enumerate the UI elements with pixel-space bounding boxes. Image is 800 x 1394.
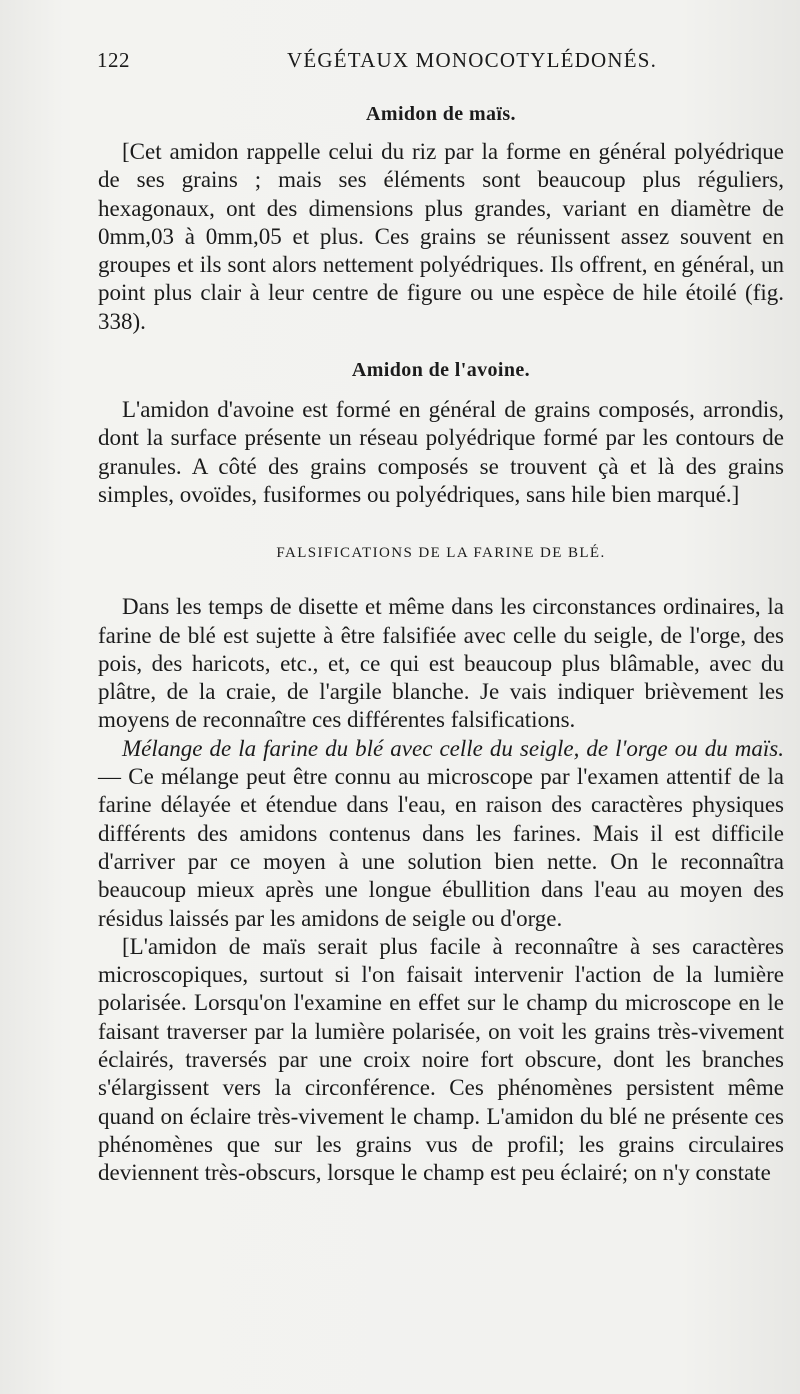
page-number: 122: [97, 48, 130, 72]
running-head: VÉGÉTAUX MONOCOTYLÉDONÉS.: [287, 48, 658, 72]
paragraph-mais-polarisation: [L'amidon de maïs serait plus facile à reconnaître à ses caractères microscopiques, surtout si l'on faisait intervenir l'action de la lumière polarisée. Lorsqu'on l'examine en effet sur le champ du microscope en le faisant traverser par la lumière polarisée, on voit les grains très-vivement éclairés, traversés par une croix noire fort obscure, dont les branches s'élargissent vers la circonférence. Ces phénomènes persistent même quand on éclaire très-vivement le champ. L'amidon du blé ne présente ces phénomènes que sur les grains vus de profil; les grains circulaires deviennent très-obscurs, lorsque le champ est peu éclairé; on n'y constate: [98, 933, 784, 1186]
page-body: [98, 100, 784, 1188]
page-header: [97, 48, 737, 76]
section-title-mais: Amidon de maïs.: [366, 103, 516, 125]
melange-body: — Ce mélange peut être connu au microscope par l'examen attentif de la farine délayée et étendue dans l'eau, en raison des caractères physiques différents des amidons contenus dans les farines. Mais il est difficile d'arriver par ce moyen à une solution bien nette. On le reconnaîtra beaucoup mieux après une longue ébullition dans l'eau au moyen des résidus laissés par les amidons de seigle ou d'orge.: [98, 764, 784, 931]
paragraph-melange: [98, 735, 784, 933]
paragraph-avoine: L'amidon d'avoine est formé en général de grains composés, arrondis, dont la surface présente un réseau polyédrique formé par les contours de granules. A côté des grains composés se trouvent çà et là des grains simples, ovoïdes, fusiformes ou polyédriques, sans hile bien marqué.]: [98, 397, 784, 507]
paragraph-falsifications-intro: Dans les temps de disette et même dans les circonstances ordinaires, la farine de blé est sujette à être falsifiée avec celle du seigle, de l'orge, des pois, des haricots, etc., et, ce qui est beaucoup plus blâmable, avec du plâtre, de la craie, de l'argile blanche. Je vais indiquer brièvement les moyens de reconnaître ces différentes falsifications.: [98, 594, 784, 733]
paragraph-mais: [Cet amidon rappelle celui du riz par la forme en général polyédrique de ses grains ; mais ses éléments sont beaucoup plus réguliers, hexagonaux, ont des dimensions plus grandes, variant en diamètre de 0mm,03 à 0mm,05 et plus. Ces grains se réunissent assez souvent en groupes et ils sont alors nettement polyédriques. Ils offrent, en général, un point plus clair à leur centre de figure ou une espèce de hile étoilé (fig. 338).: [98, 139, 784, 334]
section-title-falsifications: FALSIFICATIONS DE LA FARINE DE BLÉ.: [276, 545, 606, 562]
section-title-avoine: Amidon de l'avoine.: [351, 359, 531, 382]
melange-subtitle: Mélange de la farine du blé avec celle du seigle, de l'orge ou du maïs.: [122, 735, 784, 761]
